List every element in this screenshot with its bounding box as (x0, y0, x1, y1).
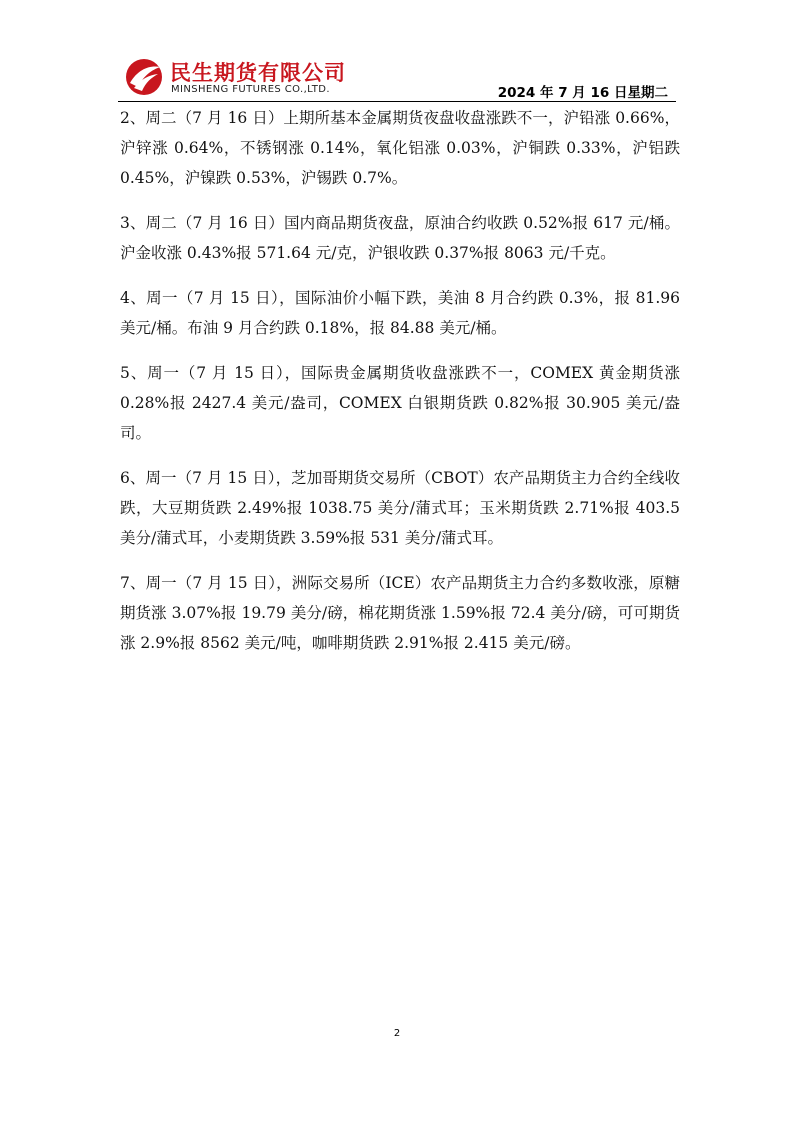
news-item-6: 6、周一（7 月 15 日），芝加哥期货交易所（CBOT）农产品期货主力合约全线收跌，大豆期货跌 2.49%报 1038.75 美分/蒲式耳；玉米期货跌 2.71%报 403.5 美分/蒲式耳，小麦期货跌 3.59%报 531 美分/蒲式耳。 (120, 469, 680, 547)
news-item-7: 7、周一（7 月 15 日），洲际交易所（ICE）农产品期货主力合约多数收涨，原糖期货涨 3.07%报 19.79 美分/磅，棉花期货涨 1.59%报 72.4 美分/磅，可可期货涨 2.9%报 8562 美元/吨，咖啡期货跌 2.91%报 2.415 美元/磅。 (120, 574, 680, 652)
page-number: 2 (393, 1028, 401, 1039)
news-item-4: 4、周一（7 月 15 日），国际油价小幅下跌，美油 8 月合约跌 0.3%，报 81.96 美元/桶。布油 9 月合约跌 0.18%，报 84.88 美元/桶。 (120, 289, 680, 337)
news-item-5: 5、周一（7 月 15 日），国际贵金属期货收盘涨跌不一，COMEX 黄金期货涨 0.28%报 2427.4 美元/盎司，COMEX 白银期货跌 0.82%报 30.905 美元/盎司。 (120, 364, 680, 442)
company-logo (124, 55, 364, 99)
brand-name-cn: 民生期货有限公司 (170, 61, 346, 85)
news-item-3: 3、周二（7 月 16 日）国内商品期货夜盘，原油合约收跌 0.52%报 617 元/桶。沪金收涨 0.43%报 571.64 元/克，沪银收跌 0.37%报 8063 元/千克。 (120, 214, 680, 262)
header-rule (118, 101, 676, 102)
minsheng-logo-icon (124, 57, 164, 97)
page-header (118, 52, 676, 102)
news-item-2: 2、周二（7 月 16 日）上期所基本金属期货夜盘收盘涨跌不一，沪铅涨 0.66%，沪锌涨 0.64%，不锈钢涨 0.14%，氧化铝涨 0.03%，沪铜跌 0.33%，沪铝跌 0.45%，沪镍跌 0.53%，沪锡跌 0.7%。 (120, 109, 680, 187)
report-date: 2024 年 7 月 16 日星期二 (497, 85, 668, 101)
report-body (120, 103, 680, 673)
brand-name-en: MINSHENG FUTURES CO.,LTD. (171, 84, 330, 95)
